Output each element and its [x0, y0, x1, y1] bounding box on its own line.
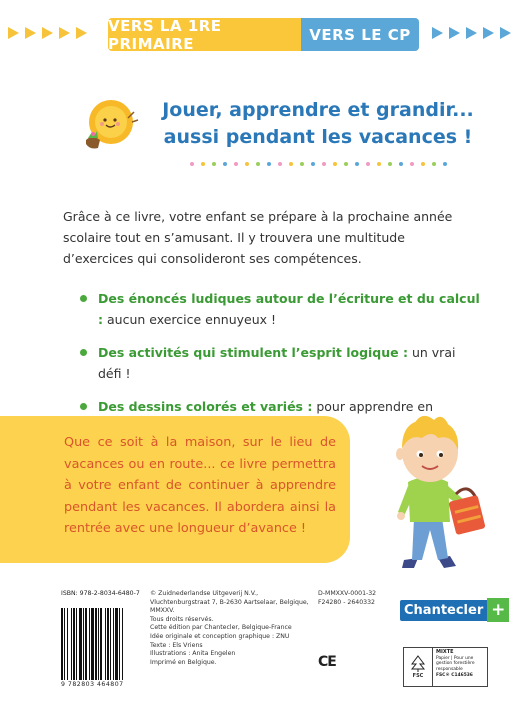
dot-icon [366, 162, 370, 166]
tagline-line-2: aussi pendant les vacances ! [163, 126, 473, 148]
bullet-dot-icon [80, 403, 87, 410]
tab-cp-label: VERS LE CP [309, 25, 411, 44]
publisher-logo [400, 598, 509, 622]
decorative-dots [190, 162, 447, 166]
dot-icon [399, 162, 403, 166]
bullet-dot-icon [80, 349, 87, 356]
legal-line: Imprimé en Belgique. [150, 658, 217, 666]
dot-icon [201, 162, 205, 166]
fsc-label [403, 647, 488, 687]
barcode-icon [61, 600, 143, 680]
feature-strong: Des dessins colorés et variés : [98, 399, 313, 414]
dot-icon [311, 162, 315, 166]
dot-icon [278, 162, 282, 166]
dot-icon [289, 162, 293, 166]
pennant-icon [25, 27, 36, 39]
tab-primaire-label: VERS LA 1RE PRIMAIRE [108, 16, 222, 53]
pennant-icon [449, 27, 460, 39]
pennant-icon [8, 27, 19, 39]
bullet-dot-icon [80, 295, 87, 302]
barcode-digits: 9 782803 464807 [61, 681, 124, 688]
feature-strong: Des activités qui stimulent l’esprit logique : [98, 345, 408, 360]
tab-vers-le-cp [301, 18, 419, 51]
publisher-plus-icon: + [487, 598, 509, 622]
dot-icon [333, 162, 337, 166]
pennant-icon [500, 27, 511, 39]
dot-icon [421, 162, 425, 166]
dot-icon [190, 162, 194, 166]
product-code: F24280 - 2640332 [318, 598, 375, 606]
pennant-icon [466, 27, 477, 39]
legal-line: Texte : Els Vriens [150, 641, 203, 649]
feature-item [80, 342, 480, 384]
dot-icon [212, 162, 216, 166]
dot-icon [322, 162, 326, 166]
dot-icon [245, 162, 249, 166]
barcode-bar [123, 608, 125, 680]
feature-strong: Des énoncés ludiques autour de l’écriture et du calcul : [98, 291, 480, 327]
pennant-row-right [432, 27, 511, 39]
fsc-description: Papier | Pour une gestion forestière responsable [436, 655, 475, 672]
pennant-row-left [8, 27, 87, 39]
dot-icon [344, 162, 348, 166]
sun-mascot-icon [78, 96, 140, 158]
feature-item [80, 288, 480, 330]
legal-line: Tous droits réservés. [150, 615, 214, 623]
publisher-name: Chantecler [400, 600, 487, 621]
ce-mark-icon: CE [318, 654, 336, 670]
product-codes [318, 590, 394, 607]
fsc-tree-icon [404, 648, 433, 686]
tab-vers-1re-primaire [108, 18, 301, 51]
dot-icon [355, 162, 359, 166]
boy-with-bag-icon [372, 408, 492, 570]
feature-rest: aucun exercice ennuyeux ! [106, 312, 277, 327]
dot-icon [432, 162, 436, 166]
pennant-icon [42, 27, 53, 39]
legal-line: Idée originale et conception graphique : ZNU [150, 632, 290, 640]
dot-icon [267, 162, 271, 166]
dot-icon [388, 162, 392, 166]
legal-line: Vluchtenburgstraat 7, B-2630 Aartselaar, Belgique, MMXXV. [150, 598, 309, 615]
dot-icon [377, 162, 381, 166]
fsc-text [433, 648, 487, 686]
dot-icon [234, 162, 238, 166]
pennant-icon [432, 27, 443, 39]
legal-notice [150, 590, 310, 667]
dot-icon [443, 162, 447, 166]
feature-rest: un vrai défi ! [98, 345, 456, 381]
intro-paragraph: Grâce à ce livre, votre enfant se prépare à la prochaine année scolaire tout en s’amusant. Il y trouvera une multitude d’exercices qui consolideront ses compétences. [63, 209, 453, 266]
fsc-logo-text: FSC [412, 673, 424, 679]
highlight-text: Que ce soit à la maison, sur le lieu de vacances ou en route... ce livre permettra à votre enfant de continuer à apprendre pendant les vacances. Il abordera ainsi la rentrée avec une longueur d’avance ! [64, 435, 336, 536]
legal-line: © Zuidnederlandse Uitgeverij N.V., [150, 590, 259, 597]
tree-icon [409, 655, 427, 673]
pennant-icon [483, 27, 494, 39]
pennant-icon [76, 27, 87, 39]
legal-line: Illustrations : Anita Engelen [150, 650, 236, 658]
pennant-icon [59, 27, 70, 39]
feature-rest: pour apprendre en [316, 399, 434, 414]
fsc-license: FSC® C146536 [436, 673, 473, 679]
fsc-mixte: MIXTE [436, 649, 454, 655]
legal-line: Cette édition par Chantecler, Belgique-France [150, 624, 292, 632]
isbn-text: ISBN: 978-2-8034-6480-7 [61, 590, 140, 597]
product-code: D-MMXXV-0001-32 [318, 590, 377, 597]
dot-icon [256, 162, 260, 166]
dot-icon [223, 162, 227, 166]
barcode-block [61, 590, 143, 688]
dot-icon [300, 162, 304, 166]
dot-icon [410, 162, 414, 166]
tagline-line-1: Jouer, apprendre et grandir... [162, 99, 474, 121]
